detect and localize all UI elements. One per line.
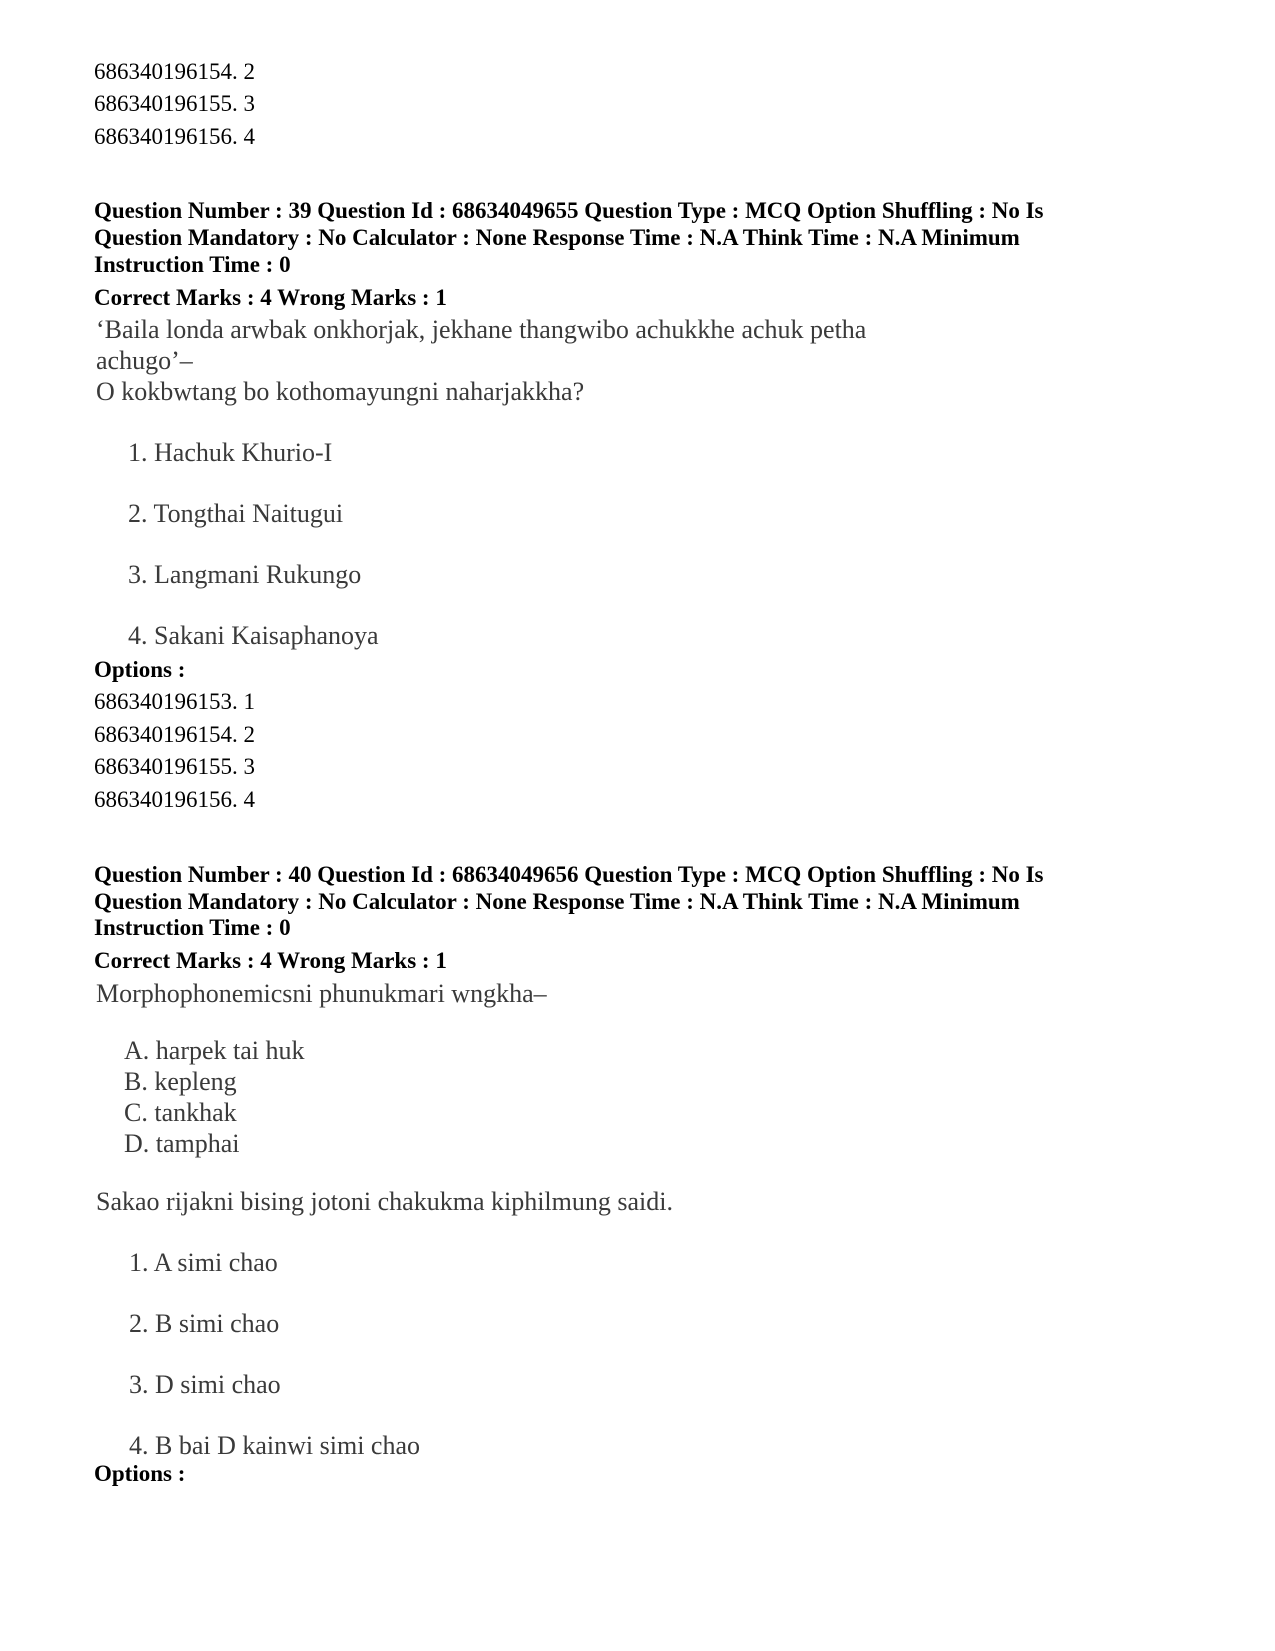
option-line: 686340196155. 3 [94, 91, 255, 116]
question-stem-line: O kokbwtang bo kothomayungni naharjakkha? [96, 377, 585, 406]
question-meta-line: Instruction Time : 0 [94, 915, 291, 940]
question-meta-line: Question Mandatory : No Calculator : None Response Time : N.A Think Time : N.A Minimum [94, 889, 1020, 914]
question-meta-line: Question Number : 39 Question Id : 68634049655 Question Type : MCQ Option Shuffling : No Is [94, 198, 1044, 223]
answer-choice: 3. D simi chao [129, 1370, 281, 1399]
option-line: 686340196153. 1 [94, 689, 255, 714]
option-line: 686340196156. 4 [94, 787, 255, 812]
question-stem-line: Morphophonemicsni phunukmari wngkha– [96, 979, 547, 1008]
marks-line: Correct Marks : 4 Wrong Marks : 1 [94, 948, 447, 973]
answer-choice: 2. B simi chao [129, 1309, 280, 1338]
option-line: 686340196154. 2 [94, 59, 255, 84]
statement-item: C. tankhak [124, 1098, 237, 1127]
option-line: 686340196154. 2 [94, 722, 255, 747]
statement-item: A. harpek tai huk [124, 1036, 305, 1065]
options-label: Options : [94, 1461, 186, 1486]
question-stem-line: achugo’– [96, 346, 193, 375]
answer-choice: 1. Hachuk Khurio-I [128, 438, 333, 467]
marks-line: Correct Marks : 4 Wrong Marks : 1 [94, 285, 447, 310]
answer-choice: 2. Tongthai Naitugui [128, 499, 344, 528]
question-stem-line: ‘Baila londa arwbak onkhorjak, jekhane thangwibo achukkhe achuk petha [96, 315, 867, 344]
question-instruction: Sakao rijakni bising jotoni chakukma kiphilmung saidi. [96, 1187, 673, 1216]
option-line: 686340196155. 3 [94, 754, 255, 779]
statement-item: D. tamphai [124, 1129, 240, 1158]
answer-choice: 1. A simi chao [129, 1248, 278, 1277]
answer-choice: 4. Sakani Kaisaphanoya [128, 621, 379, 650]
statement-item: B. kepleng [124, 1067, 237, 1096]
options-label: Options : [94, 657, 186, 682]
question-meta-line: Instruction Time : 0 [94, 252, 291, 277]
question-meta-line: Question Number : 40 Question Id : 68634049656 Question Type : MCQ Option Shuffling : No Is [94, 862, 1044, 887]
answer-choice: 3. Langmani Rukungo [128, 560, 362, 589]
option-line: 686340196156. 4 [94, 124, 255, 149]
answer-choice: 4. B bai D kainwi simi chao [129, 1431, 421, 1460]
question-meta-line: Question Mandatory : No Calculator : None Response Time : N.A Think Time : N.A Minimum [94, 225, 1020, 250]
